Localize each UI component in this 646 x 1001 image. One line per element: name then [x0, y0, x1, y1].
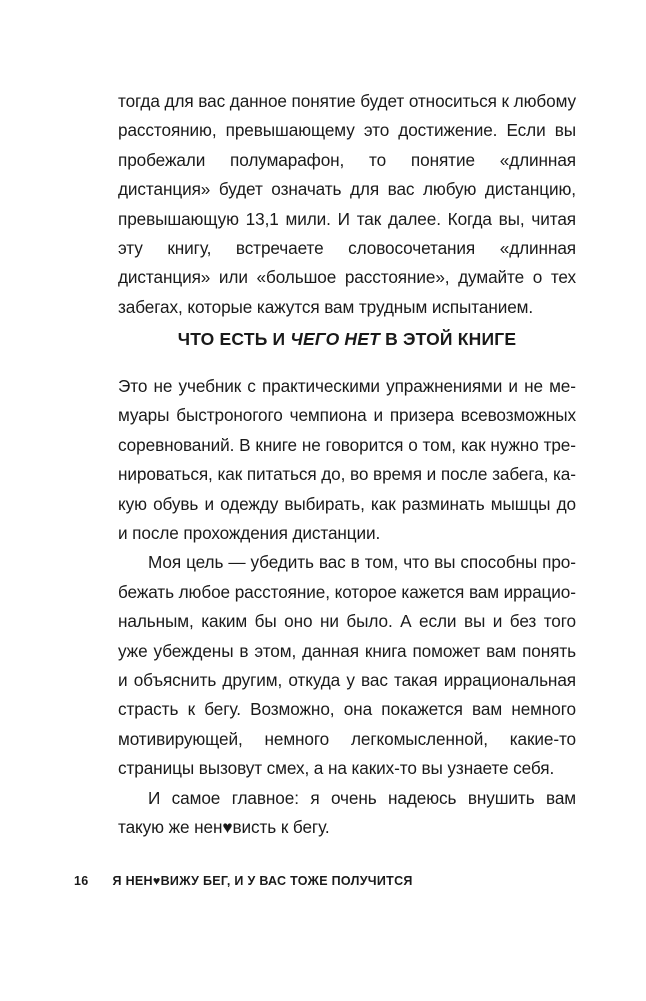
heading-emphasis: ЧЕГО НЕТ	[290, 329, 381, 349]
heart-icon: ♥	[222, 817, 233, 838]
paragraph-1: Это не учебник с практическими упражнениями и не мемуары быстроногого чемпиона и призера всевозможных соревнований. В книге не говорится о том, как нужно тренироваться, как питаться до, во время и после забега, какую обувь и одежду выбирать, как разминать мышцы до и после прохождения дистанции.	[118, 376, 576, 544]
heading-part-1: ЧТО ЕСТЬ И	[177, 329, 291, 349]
page-footer	[74, 874, 413, 888]
running-title-after: ВИЖУ БЕГ, И У ВАС ТОЖЕ ПОЛУЧИТСЯ	[160, 874, 413, 888]
page-number: 16	[74, 874, 89, 888]
heading-part-3: В ЭТОЙ КНИГЕ	[380, 329, 517, 349]
running-title-before: Я НЕН	[112, 874, 153, 888]
main-text-block	[118, 372, 576, 843]
paragraph-3-text-before: И самое главное: я очень надеюсь внушить вам такую же нен	[118, 787, 576, 838]
section-heading	[118, 329, 576, 350]
continuation-paragraph: тогда для вас данное понятие будет относиться к любому расстоянию, превышающему это достижение. Если вы пробежали полумарафон, то понятие «длинная дистанция» будет означать для вас любую дистанцию, превышающую 13,1 мили. И так далее. Когда вы, читая эту книгу, встречаете словосочетания «длинная дистанция» или «большое расстояние», думайте о тех забегах, которые кажутся вам трудным испытанием.	[118, 91, 576, 317]
paragraph-2: Моя цель — убедить вас в том, что вы способны пробежать любое расстояние, которое кажется вам иррациональным, каким бы оно ни было. А если вы и без того уже убеждены в этом, данная книга поможет вам понять и объяснить другим, откуда у вас такая иррациональная страсть к бегу. Возможно, она покажется вам немного мотивирующей, немного легкомысленной, какие-то страницы вызовут смех, а на каких-то вы узнаете себя.	[118, 552, 576, 779]
paragraph-3	[118, 784, 576, 843]
footer-heart-icon: ♥	[152, 874, 161, 888]
paragraph-3-text-after: висть к бегу.	[232, 817, 330, 838]
top-text-block	[118, 87, 576, 322]
